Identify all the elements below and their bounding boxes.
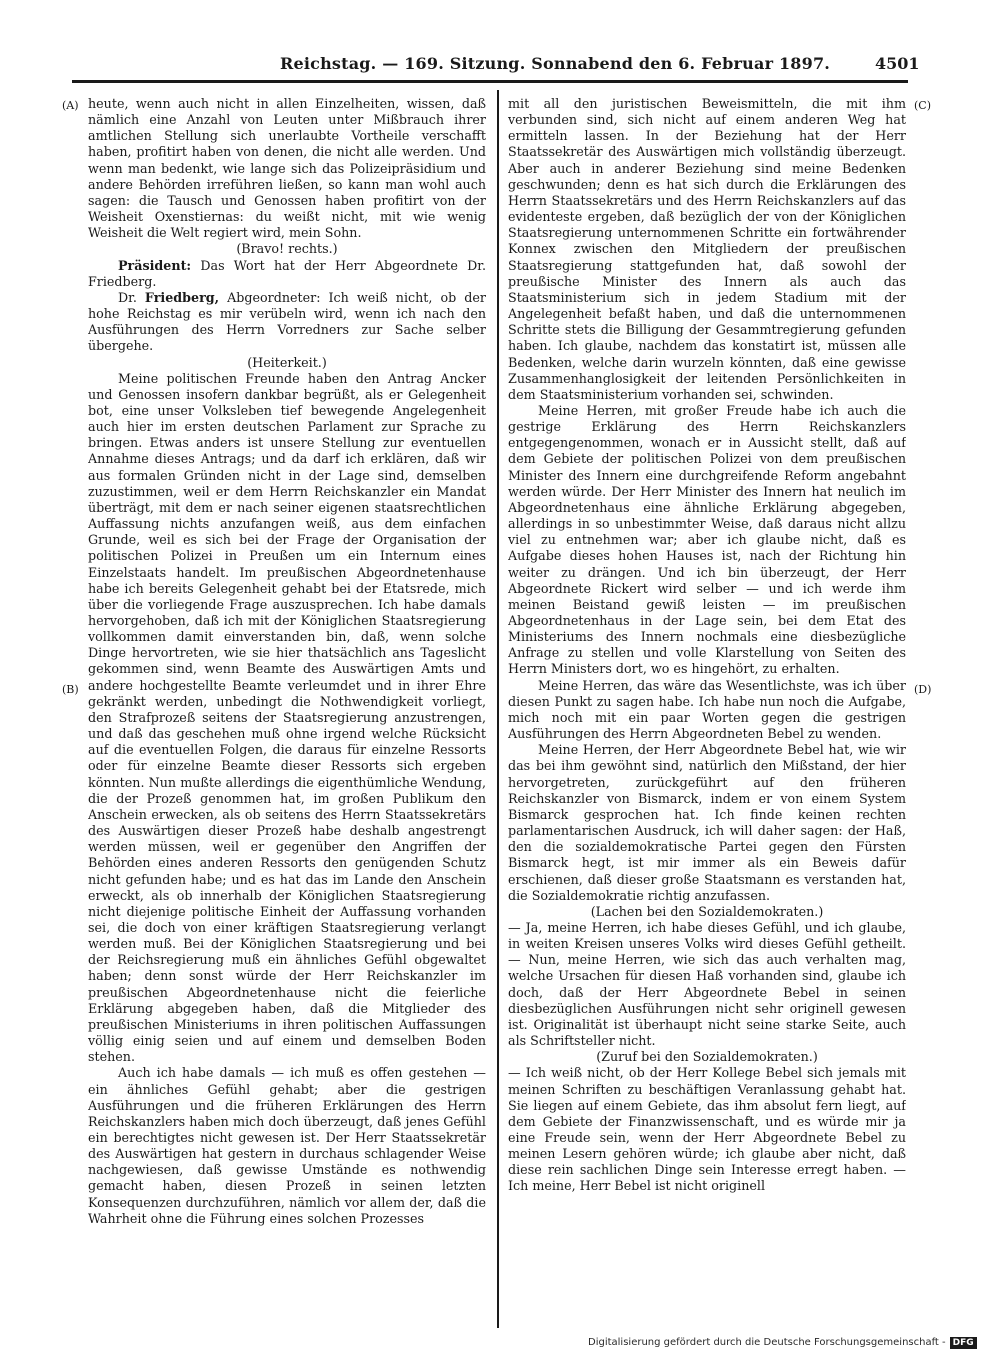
paragraph-text: Das Wort hat der Herr Abgeordnete Dr. Friedberg.	[88, 257, 486, 289]
paragraph: Auch ich habe damals — ich muß es offen gestehen — ein ähnliches Gefühl gehabt; aber die gestrigen Ausführungen und die früheren Erklärungen des Herrn Reichskanzlers haben mich doch überzeugt, daß jenes Gefühl ein berechtigtes nicht gewesen ist. Der Herr Staatssekretär des Auswärtigen hat gestern in durchaus schlagender Weise nachgewiesen, daß gewisse Umstände es nothwendig gemacht haben, diesen Prozeß in seinen letzten Konsequenzen durchzuführen, nämlich vor allem der, daß die Wahrheit ohne die Führung eines solchen Prozesses	[88, 1065, 486, 1226]
paragraph: Meine Herren, das wäre das Wesentlichste, was ich über diesen Punkt zu sagen habe. Ich habe nun noch die Aufgabe, mich noch mit ein paar Worten gegen die gestrigen Ausführungen des Herrn Abgeordneten Bebel zu wenden.	[508, 677, 906, 742]
left-column	[88, 96, 486, 1326]
paragraph: — Ja, meine Herren, ich habe dieses Gefühl, und ich glaube, in weiten Kreisen unseres Volks wird dieses Gefühl getheilt. — Nun, meine Herren, wie sich das auch verhalten mag, welche Ursachen für diesen Haß vorhanden sind, glaube ich doch, daß der Herr Abgeordnete Bebel in seinen diesbezüglichen Ausführungen nicht sehr originell gewesen ist. Originalität ist überhaupt nicht seine starke Seite, auch als Schriftsteller nicht.	[508, 919, 906, 1049]
paragraph: Meine Herren, der Herr Abgeordnete Bebel hat, wie wir das bei ihm gewöhnt sind, natürlich den Mißstand, der hier hervorgetreten, zurückgeführt auf den früheren Reichskanzler von Bismarck, indem er von einem System Bismarck gesprochen hat. Ich finde keinen rechten parlamentarischen Ausdruck, ich will daher sagen: der Haß, den die sozialdemokratische Partei gegen den Fürsten Bismarck hegt, ist mir immer als ein Beweis dafür erschienen, daß dieser große Staatsmann es verstanden hat, die Sozialdemokratie richtig anzufassen.	[508, 742, 906, 903]
interjection: (Zuruf bei den Sozialdemokraten.)	[596, 1049, 818, 1065]
paragraph	[88, 290, 486, 355]
footer-text: Digitalisierung gefördert durch die Deutsche Forschungsgemeinschaft -	[588, 1337, 946, 1348]
dfg-logo: DFG	[950, 1337, 977, 1349]
paragraph: heute, wenn auch nicht in allen Einzelheiten, wissen, daß nämlich eine Anzahl von Leuten unter Mißbrauch ihrer amtlichen Stellung sich unerlaubte Vortheile verschafft haben, profitirt haben von denen, die nicht alle werden. Und wenn man bedenkt, wie lange sich das Polizeipräsidium und andere Behörden irreführen ließen, so kann man wohl auch sagen: die Tausch und Genossen haben profitirt von der Weisheit Oxenstiernas: du weißt nicht, mit wie wenig Weisheit die Welt regiert wird, mein Sohn.	[88, 96, 486, 241]
speaker-friedberg: Friedberg,	[144, 289, 220, 305]
margin-marker-b: (B)	[62, 683, 79, 696]
paragraph: Meine Herren, mit großer Freude habe ich auch die gestrige Erklärung des Herrn Reichskanzlers entgegengenommen, wonach er in Aussicht stellt, daß auf dem Gebiete der politischen Polizei von dem preußischen Minister des Innern eine durchgreifende Reform angebahnt werden würde. Der Herr Minister des Innern hat neulich im Abgeordnetenhaus eine ähnliche Erklärung abgegeben, allerdings in so unbestimmter Weise, daß daraus nicht allzu viel zu entnehmen war; aber ich glaube nicht, daß es Aufgabe dieses hohen Hauses ist, nach der Richtung hin weiter zu drängen. Und ich bin überzeugt, der Herr Abgeordnete Rickert wird selber — und ich werde ihm meinen Beistand gewiß leisten — im preußischen Abgeordnetenhaus in der Lage sein, bei dem Etat des Ministeriums des Innern nochmals eine diesbezügliche Anfrage zu stellen und volle Klarstellung von Seiten des Herrn Ministers dort, wo es hingehört, zu erhalten.	[508, 402, 906, 677]
speaker-title: Dr.	[118, 289, 137, 305]
speaker-president: Präsident:	[118, 257, 192, 273]
interjection: (Bravo! rechts.)	[236, 241, 338, 257]
footer-credit	[588, 1337, 980, 1351]
page-header	[0, 52, 1000, 78]
paragraph: Meine politischen Freunde haben den Antrag Ancker und Genossen insofern dankbar begrüßt, als er Gelegenheit bot, eine unser Volksleben tief bewegende Angelegenheit auch hier im ersten deutschen Parlament zur Sprache zu bringen. Etwas anders ist unsere Stellung zur eventuellen Annahme dieses Antrags; und da darf ich erklären, daß wir aus formalen Gründen nicht in der Lage sind, demselben zuzustimmen, weil er dem Herrn Reichskanzler ein Mandat überträgt, mit dem er nach seiner eigenen staatsrechtlichen Auffassung nichts anzufangen weiß, aus dem einfachen Grunde, weil es sich bei der Frage der Organisation der politischen Polizei in Preußen um ein Internum eines Einzelstaats handelt. Im preußischen Abgeordnetenhause habe ich bereits Gelegenheit gehabt bei der Etatsrede, mich über die vorliegende Frage auszusprechen. Ich habe damals hervorgehoben, daß ich mit der Königlichen Staatsregierung vollkommen damit einverstanden bin, daß, wenn solche Dinge hervortreten, wie sie hier thatsächlich ans Tageslicht gekommen sind, wenn Beamte des Auswärtigen Amts und andere hochgestellte Beamte verleumdet und in ihrer Ehre gekränkt werden, unbedingt die Nothwendigkeit vorliegt, den Strafprozeß seitens der Staatsregierung anzustrengen, und daß das geschehen muß ohne irgend welche Rücksicht auf die eventuellen Folgen, die daraus für einzelne Ressorts oder für einzelne Beamte dieser Ressorts sich ergeben könnten. Nun mußte allerdings die eigenthümliche Wendung, die der Prozeß genommen hat, im großen Publikum den Anschein erwecken, als ob seitens des Herrn Staatssekretärs des Auswärtigen dieser Prozeß habe deshalb angestrengt werden müssen, weil er gegenüber den Angriffen der Behörden eines anderen Ressorts den genügenden Schutz nicht gefunden habe; und es hat das im Lande den Anschein erweckt, als ob innerhalb der Königlichen Staatsregierung nicht diejenige politische Einheit der Auffassung vorhanden sei, die doch von einer kräftigen Staatsregierung verlangt werden muß. Bei der Königlichen Staatsregierung und bei der Reichsregierung muß ein ähnliches Gefühl obgewaltet haben; denn sonst würde der Herr Reichskanzler im preußischen Abgeordnetenhause nicht die feierliche Erklärung abgegeben haben, daß die Mitglieder des preußischen Ministeriums in ihren politischen Auffassungen völlig einig seien und auf einem und demselben Boden stehen.	[88, 370, 486, 1065]
margin-marker-d: (D)	[914, 683, 932, 696]
paragraph: mit all den juristischen Beweismitteln, die mit ihm verbunden sind, sich nicht auf einem anderen Weg hat ermitteln lassen. In der Beziehung hat der Herr Staatssekretär des Auswärtigen mich vollständig überzeugt. Aber auch in anderer Beziehung sind meine Bedenken geschwunden; denn es hat sich durch die Erklärungen des Herrn Staatssekretärs und des Herrn Reichskanzlers auf das evidenteste ergeben, daß bezüglich der von der Königlichen Staatsregierung unternommenen Schritte ein fortwährender Konnex zwischen den Mitgliedern der preußischen Staatsregierung stattgefunden hat, daß sowohl der preußische Minister des Innern als auch das Staatsministerium sich in jedem Stadium mit der Angelegenheit befaßt haben, und daß die unternommenen Schritte stets die Billigung der Gesammtregierung gefunden haben. Ich glaube, nachdem das konstatirt ist, müssen alle Bedenken, welche darin wurzeln könnten, daß eine gewisse Zusammenhanglosigkeit der leitenden Persönlichkeiten in dem Staatsministerium vorhanden sei, schwinden.	[508, 96, 906, 402]
paragraph: — Ich weiß nicht, ob der Herr Kollege Bebel sich jemals mit meinen Schriften zu beschäftigen Veranlassung gehabt hat. Sie liegen auf einem Gebiete, das ihm absolut fern liegt, auf dem Gebiete der Finanzwissenschaft, und es würde mir ja eine Freude sein, wenn der Herr Abgeordnete Bebel zu meinen Lesern gehören würde; ich glaube aber nicht, daß diese rein sachlichen Dinge sein Interesse erregt haben. — Ich meine, Herr Bebel ist nicht originell	[508, 1065, 906, 1194]
page-number: 4501	[875, 54, 920, 73]
right-column	[508, 96, 906, 1326]
header-rule	[72, 80, 908, 83]
margin-marker-a: (A)	[62, 99, 79, 112]
interjection: (Heiterkeit.)	[247, 354, 327, 370]
interjection: (Lachen bei den Sozialdemokraten.)	[590, 903, 824, 919]
running-head: Reichstag. — 169. Sitzung. Sonnabend den 6. Februar 1897.	[280, 54, 831, 73]
column-divider	[497, 90, 499, 1328]
margin-marker-c: (C)	[914, 99, 931, 112]
paragraph	[88, 258, 486, 290]
paragraph-text: Abgeordneter: Ich weiß nicht, ob der hohe Reichstag es mir verübeln wird, wenn ich nach den Ausführungen des Herrn Vorredners zur Sache selber übergehe.	[88, 289, 486, 354]
